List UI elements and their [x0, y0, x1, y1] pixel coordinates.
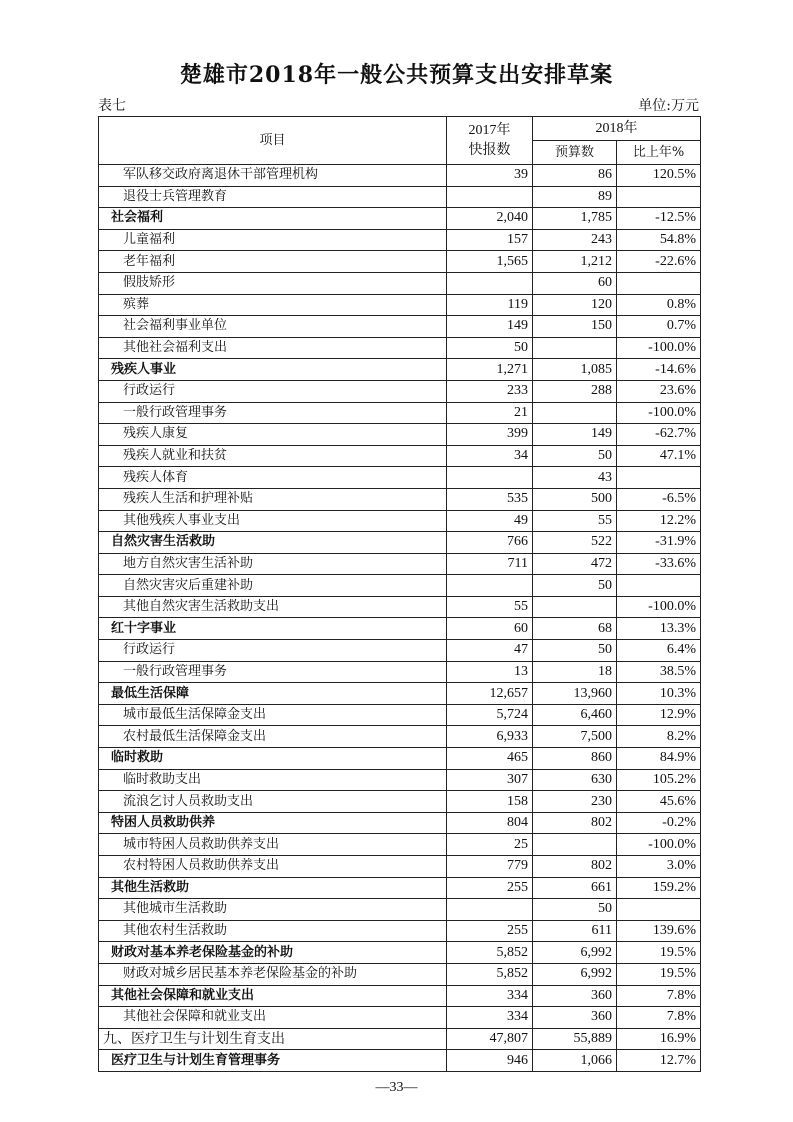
row-change-value: 6.4% [617, 640, 701, 662]
row-change-value [617, 186, 701, 208]
row-change-value: 12.9% [617, 704, 701, 726]
row-2017-value: 149 [447, 316, 533, 338]
row-change-value: 0.7% [617, 316, 701, 338]
table-row [99, 640, 701, 662]
table-row [99, 208, 701, 230]
row-change-value: 38.5% [617, 661, 701, 683]
row-budget-value: 661 [533, 877, 617, 899]
row-budget-value: 50 [533, 575, 617, 597]
table-row [99, 272, 701, 294]
table-row [99, 726, 701, 748]
row-2017-value: 535 [447, 488, 533, 510]
table-row [99, 553, 701, 575]
row-change-value: 7.8% [617, 985, 701, 1007]
table-row [99, 510, 701, 532]
table-row [99, 704, 701, 726]
row-change-value [617, 899, 701, 921]
row-item-name: 假肢矫形 [99, 272, 447, 294]
table-row [99, 532, 701, 554]
row-budget-value: 89 [533, 186, 617, 208]
row-2017-value: 50 [447, 337, 533, 359]
row-2017-value: 60 [447, 618, 533, 640]
row-budget-value: 1,785 [533, 208, 617, 230]
row-change-value: 7.8% [617, 1007, 701, 1029]
row-item-name: 自然灾害生活救助 [99, 532, 447, 554]
table-row [99, 963, 701, 985]
row-change-value: 120.5% [617, 165, 701, 187]
row-budget-value: 150 [533, 316, 617, 338]
row-item-name: 临时救助 [99, 748, 447, 770]
row-item-name: 其他农村生活救助 [99, 920, 447, 942]
table-row [99, 165, 701, 187]
budget-table [98, 116, 701, 1072]
header-item: 项目 [99, 117, 447, 165]
row-item-name: 城市特困人员救助供养支出 [99, 834, 447, 856]
row-item-name: 其他残疾人事业支出 [99, 510, 447, 532]
row-change-value: -6.5% [617, 488, 701, 510]
row-change-value: -100.0% [617, 337, 701, 359]
row-budget-value: 149 [533, 424, 617, 446]
row-2017-value: 5,852 [447, 963, 533, 985]
row-budget-value: 43 [533, 467, 617, 489]
row-item-name: 流浪乞讨人员救助支出 [99, 791, 447, 813]
table-row [99, 251, 701, 273]
row-change-value: 23.6% [617, 380, 701, 402]
table-row [99, 942, 701, 964]
table-row [99, 337, 701, 359]
row-item-name: 财政对基本养老保险基金的补助 [99, 942, 447, 964]
row-2017-value [447, 467, 533, 489]
table-row [99, 791, 701, 813]
row-budget-value: 360 [533, 985, 617, 1007]
row-2017-value: 711 [447, 553, 533, 575]
header-budget: 预算数 [533, 141, 617, 165]
row-2017-value: 779 [447, 856, 533, 878]
row-2017-value: 49 [447, 510, 533, 532]
table-row [99, 596, 701, 618]
row-change-value: 159.2% [617, 877, 701, 899]
table-row [99, 186, 701, 208]
row-change-value: -0.2% [617, 812, 701, 834]
row-2017-value: 34 [447, 445, 533, 467]
table-row [99, 856, 701, 878]
row-change-value: 3.0% [617, 856, 701, 878]
table-row [99, 985, 701, 1007]
row-change-value [617, 467, 701, 489]
row-change-value: 139.6% [617, 920, 701, 942]
row-2017-value: 119 [447, 294, 533, 316]
row-budget-value: 1,212 [533, 251, 617, 273]
row-item-name: 城市最低生活保障金支出 [99, 704, 447, 726]
row-2017-value [447, 899, 533, 921]
row-item-name: 其他社会保障和就业支出 [99, 985, 447, 1007]
row-item-name: 行政运行 [99, 380, 447, 402]
row-budget-value: 472 [533, 553, 617, 575]
row-change-value: -14.6% [617, 359, 701, 381]
row-change-value: -100.0% [617, 834, 701, 856]
table-body [99, 165, 701, 1072]
row-item-name: 财政对城乡居民基本养老保险基金的补助 [99, 963, 447, 985]
row-budget-value [533, 834, 617, 856]
row-2017-value: 25 [447, 834, 533, 856]
row-change-value: 10.3% [617, 683, 701, 705]
row-2017-value: 465 [447, 748, 533, 770]
row-change-value [617, 272, 701, 294]
row-change-value: 54.8% [617, 229, 701, 251]
row-item-name: 九、医疗卫生与计划生育支出 [99, 1028, 447, 1050]
row-budget-value: 243 [533, 229, 617, 251]
row-budget-value: 13,960 [533, 683, 617, 705]
row-2017-value: 13 [447, 661, 533, 683]
row-change-value: 19.5% [617, 963, 701, 985]
row-2017-value: 12,657 [447, 683, 533, 705]
row-budget-value: 802 [533, 856, 617, 878]
row-change-value: -100.0% [617, 596, 701, 618]
row-budget-value: 6,992 [533, 963, 617, 985]
table-row [99, 683, 701, 705]
row-change-value: -22.6% [617, 251, 701, 273]
table-row [99, 424, 701, 446]
row-item-name: 特困人员救助供养 [99, 812, 447, 834]
row-item-name: 残疾人事业 [99, 359, 447, 381]
row-budget-value: 6,460 [533, 704, 617, 726]
row-change-value: 12.2% [617, 510, 701, 532]
row-change-value: 45.6% [617, 791, 701, 813]
row-2017-value: 158 [447, 791, 533, 813]
row-2017-value: 255 [447, 877, 533, 899]
table-row [99, 402, 701, 424]
row-item-name: 其他生活救助 [99, 877, 447, 899]
row-item-name: 残疾人生活和护理补贴 [99, 488, 447, 510]
row-budget-value [533, 337, 617, 359]
row-2017-value: 157 [447, 229, 533, 251]
row-2017-value: 21 [447, 402, 533, 424]
row-change-value: 19.5% [617, 942, 701, 964]
row-budget-value: 86 [533, 165, 617, 187]
table-row [99, 229, 701, 251]
table-row [99, 294, 701, 316]
row-2017-value: 39 [447, 165, 533, 187]
row-change-value: -12.5% [617, 208, 701, 230]
row-item-name: 儿童福利 [99, 229, 447, 251]
row-change-value: -33.6% [617, 553, 701, 575]
row-2017-value: 5,724 [447, 704, 533, 726]
table-row [99, 467, 701, 489]
row-change-value: 84.9% [617, 748, 701, 770]
row-budget-value: 500 [533, 488, 617, 510]
row-item-name: 地方自然灾害生活补助 [99, 553, 447, 575]
table-row [99, 769, 701, 791]
row-budget-value: 522 [533, 532, 617, 554]
row-2017-value: 2,040 [447, 208, 533, 230]
row-item-name: 一般行政管理事务 [99, 661, 447, 683]
row-item-name: 其他自然灾害生活救助支出 [99, 596, 447, 618]
row-2017-value: 233 [447, 380, 533, 402]
row-2017-value: 255 [447, 920, 533, 942]
row-budget-value: 6,992 [533, 942, 617, 964]
table-row [99, 359, 701, 381]
table-row [99, 748, 701, 770]
row-budget-value: 50 [533, 640, 617, 662]
row-item-name: 一般行政管理事务 [99, 402, 447, 424]
row-2017-value: 5,852 [447, 942, 533, 964]
row-budget-value: 611 [533, 920, 617, 942]
row-item-name: 自然灾害灾后重建补助 [99, 575, 447, 597]
row-item-name: 残疾人康复 [99, 424, 447, 446]
row-item-name: 其他社会福利支出 [99, 337, 447, 359]
row-2017-value: 334 [447, 1007, 533, 1029]
row-item-name: 临时救助支出 [99, 769, 447, 791]
row-budget-value: 120 [533, 294, 617, 316]
row-2017-value: 47 [447, 640, 533, 662]
row-item-name: 最低生活保障 [99, 683, 447, 705]
row-change-value: 105.2% [617, 769, 701, 791]
row-2017-value: 804 [447, 812, 533, 834]
row-item-name: 其他社会保障和就业支出 [99, 1007, 447, 1029]
row-item-name: 社会福利 [99, 208, 447, 230]
row-2017-value: 307 [447, 769, 533, 791]
row-2017-value [447, 575, 533, 597]
table-row [99, 661, 701, 683]
table-row [99, 380, 701, 402]
table-row [99, 316, 701, 338]
row-change-value: -100.0% [617, 402, 701, 424]
row-change-value [617, 575, 701, 597]
table-row [99, 488, 701, 510]
table-row [99, 1007, 701, 1029]
row-change-value: 16.9% [617, 1028, 701, 1050]
row-2017-value: 1,565 [447, 251, 533, 273]
row-change-value: 12.7% [617, 1050, 701, 1072]
table-row [99, 812, 701, 834]
row-budget-value [533, 402, 617, 424]
table-number: 表七 [98, 98, 126, 114]
row-2017-value: 47,807 [447, 1028, 533, 1050]
header-change: 比上年% [617, 141, 701, 165]
row-budget-value: 1,085 [533, 359, 617, 381]
row-budget-value: 60 [533, 272, 617, 294]
row-2017-value: 946 [447, 1050, 533, 1072]
table-row [99, 877, 701, 899]
row-item-name: 军队移交政府离退休干部管理机构 [99, 165, 447, 187]
unit-label: 单位:万元 [638, 98, 699, 114]
row-budget-value [533, 596, 617, 618]
row-item-name: 医疗卫生与计划生育管理事务 [99, 1050, 447, 1072]
table-row [99, 1028, 701, 1050]
row-budget-value: 360 [533, 1007, 617, 1029]
row-item-name: 社会福利事业单位 [99, 316, 447, 338]
row-budget-value: 68 [533, 618, 617, 640]
table-row [99, 899, 701, 921]
row-item-name: 农村特困人员救助供养支出 [99, 856, 447, 878]
row-2017-value: 1,271 [447, 359, 533, 381]
row-change-value: -31.9% [617, 532, 701, 554]
row-2017-value: 55 [447, 596, 533, 618]
row-budget-value: 1,066 [533, 1050, 617, 1072]
table-row [99, 618, 701, 640]
row-change-value: 8.2% [617, 726, 701, 748]
page-title: 楚雄市2018年一般公共预算支出安排草案 [179, 62, 614, 88]
row-budget-value: 860 [533, 748, 617, 770]
row-budget-value: 802 [533, 812, 617, 834]
row-2017-value: 766 [447, 532, 533, 554]
row-budget-value: 7,500 [533, 726, 617, 748]
table-row [99, 1050, 701, 1072]
row-2017-value [447, 272, 533, 294]
row-item-name: 其他城市生活救助 [99, 899, 447, 921]
row-budget-value: 630 [533, 769, 617, 791]
row-item-name: 老年福利 [99, 251, 447, 273]
row-2017-value: 334 [447, 985, 533, 1007]
row-budget-value: 55 [533, 510, 617, 532]
row-item-name: 残疾人就业和扶贫 [99, 445, 447, 467]
row-2017-value [447, 186, 533, 208]
table-row [99, 445, 701, 467]
table-row [99, 920, 701, 942]
row-change-value: 47.1% [617, 445, 701, 467]
row-budget-value: 18 [533, 661, 617, 683]
table-row [99, 834, 701, 856]
header-2017: 2017年 快报数 [447, 117, 533, 165]
header-2018: 2018年 [533, 117, 701, 141]
page-number: —33— [375, 1080, 418, 1095]
row-item-name: 殡葬 [99, 294, 447, 316]
row-budget-value: 230 [533, 791, 617, 813]
row-budget-value: 50 [533, 445, 617, 467]
row-item-name: 红十字事业 [99, 618, 447, 640]
table-row [99, 575, 701, 597]
row-item-name: 行政运行 [99, 640, 447, 662]
row-change-value: 0.8% [617, 294, 701, 316]
row-item-name: 残疾人体育 [99, 467, 447, 489]
row-item-name: 农村最低生活保障金支出 [99, 726, 447, 748]
row-2017-value: 6,933 [447, 726, 533, 748]
row-2017-value: 399 [447, 424, 533, 446]
row-budget-value: 55,889 [533, 1028, 617, 1050]
row-budget-value: 288 [533, 380, 617, 402]
row-change-value: 13.3% [617, 618, 701, 640]
row-item-name: 退役士兵管理教育 [99, 186, 447, 208]
row-budget-value: 50 [533, 899, 617, 921]
row-change-value: -62.7% [617, 424, 701, 446]
